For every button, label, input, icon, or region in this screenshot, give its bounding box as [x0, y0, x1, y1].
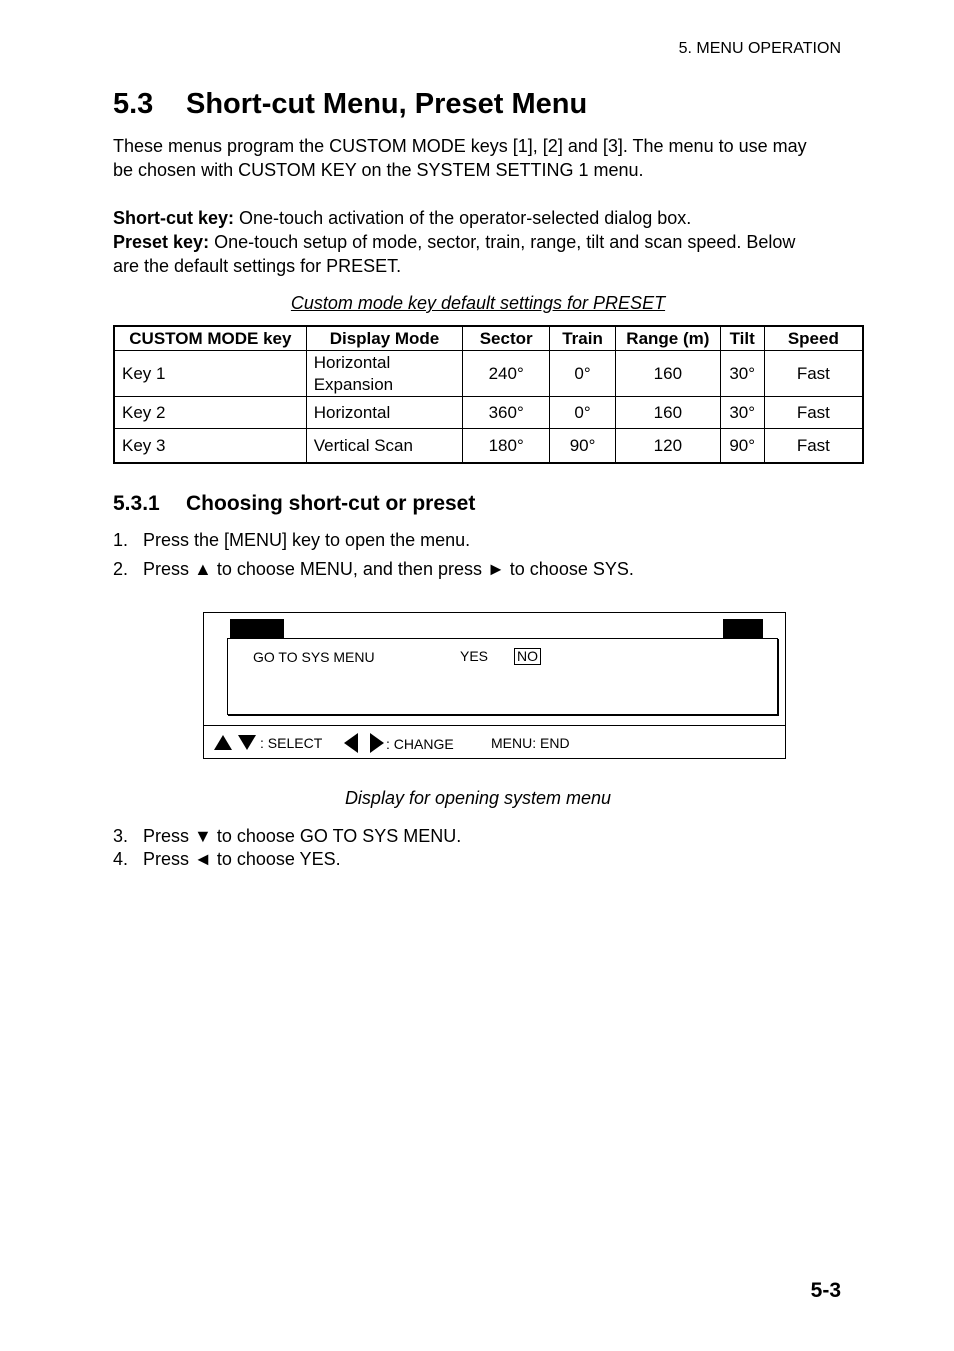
section-title-text: Short-cut Menu, Preset Menu [186, 88, 588, 120]
cell-speed: Fast [764, 397, 863, 429]
cell-range: 160 [616, 397, 721, 429]
cell-tilt: 30° [720, 351, 764, 397]
section-number: 5.3 [113, 88, 154, 120]
step-item [113, 530, 470, 551]
table-row [114, 397, 863, 429]
select-hint: : SELECT [260, 735, 323, 751]
preset-text-2: are the default settings for PRESET. [113, 256, 402, 276]
subsection-number: 5.3.1 [113, 492, 160, 515]
running-head: 5. MENU OPERATION [678, 40, 841, 57]
step-text: Press ▲ to choose MENU, and then press ► to choose SYS. [143, 559, 634, 579]
key-definitions [113, 206, 843, 278]
table-header-row [114, 326, 863, 351]
right-arrow-icon [370, 733, 384, 753]
shortcut-label: Short-cut key: [113, 208, 235, 228]
cell-train: 0° [550, 397, 616, 429]
subsection-title [113, 492, 475, 516]
header-sector: Sector [463, 326, 550, 351]
table-caption: Custom mode key default settings for PRESET [290, 293, 666, 313]
shortcut-definition [113, 206, 843, 230]
cell-display-mode-line-1: Horizontal [313, 352, 391, 372]
no-option[interactable]: NO [514, 648, 541, 665]
preset-label: Preset key: [113, 232, 210, 252]
go-to-sys-menu-label: GO TO SYS MENU [253, 649, 375, 665]
cell-display-mode-line-2: Expansion [313, 374, 394, 394]
cell-display-mode [306, 351, 463, 397]
header-range: Range (m) [616, 326, 721, 351]
cell-tilt: 30° [720, 397, 764, 429]
cell-range: 120 [616, 429, 721, 464]
cell-tilt: 90° [720, 429, 764, 464]
header-custom-mode-key: CUSTOM MODE key [114, 326, 306, 351]
cell-sector: 360° [463, 397, 550, 429]
step-text: Press ▼ to choose GO TO SYS MENU. [143, 826, 462, 846]
cell-key: Key 3 [114, 429, 306, 464]
step-item [113, 849, 341, 870]
step-number: 3. [113, 826, 129, 846]
step-text: Press ◄ to choose YES. [143, 849, 341, 869]
cell-range: 160 [616, 351, 721, 397]
preset-settings-table [113, 325, 864, 464]
system-menu-screen [203, 612, 786, 759]
screen-caption: Display for opening system menu [344, 788, 612, 808]
header-speed: Speed [764, 326, 863, 351]
menu-dialog [227, 638, 778, 715]
menu-tab-right [723, 619, 763, 638]
cell-display-mode: Vertical Scan [306, 429, 463, 464]
intro-paragraph [113, 134, 843, 182]
step-number: 4. [113, 849, 129, 869]
step-item [113, 826, 461, 847]
header-train: Train [550, 326, 616, 351]
yes-option[interactable]: YES [460, 648, 489, 664]
cell-key: Key 2 [114, 397, 306, 429]
cell-display-mode: Horizontal [306, 397, 463, 429]
cell-sector: 240° [463, 351, 550, 397]
change-hint: : CHANGE [386, 736, 454, 752]
intro-line-2: be chosen with CUSTOM KEY on the SYSTEM SETTING 1 menu. [113, 160, 644, 180]
menu-tab-left [230, 619, 284, 638]
section-title [113, 88, 587, 121]
header-tilt: Tilt [720, 326, 764, 351]
subsection-title-text: Choosing short-cut or preset [186, 492, 476, 515]
shortcut-text: One-touch activation of the operator-selected dialog box. [234, 208, 692, 228]
step-text: Press the [MENU] key to open the menu. [143, 530, 471, 550]
cell-sector: 180° [463, 429, 550, 464]
preset-definition [113, 230, 843, 254]
cell-train: 0° [550, 351, 616, 397]
left-arrow-icon [344, 733, 358, 753]
table-row [114, 351, 863, 397]
step-number: 1. [113, 530, 129, 550]
page-number: 5-3 [810, 1279, 841, 1302]
cell-speed: Fast [764, 351, 863, 397]
status-divider [204, 725, 785, 726]
menu-end-hint: MENU: END [491, 735, 570, 751]
step-item [113, 559, 634, 580]
cell-key: Key 1 [114, 351, 306, 397]
intro-line-1: These menus program the CUSTOM MODE keys [1], [2] and [3]. The menu to use may [113, 136, 807, 156]
step-number: 2. [113, 559, 129, 579]
up-arrow-icon [214, 735, 232, 750]
down-arrow-icon [238, 735, 256, 750]
preset-text-1: One-touch setup of mode, sector, train, range, tilt and scan speed. Below [209, 232, 796, 252]
cell-speed: Fast [764, 429, 863, 464]
header-display-mode: Display Mode [306, 326, 463, 351]
cell-train: 90° [550, 429, 616, 464]
table-row [114, 429, 863, 464]
